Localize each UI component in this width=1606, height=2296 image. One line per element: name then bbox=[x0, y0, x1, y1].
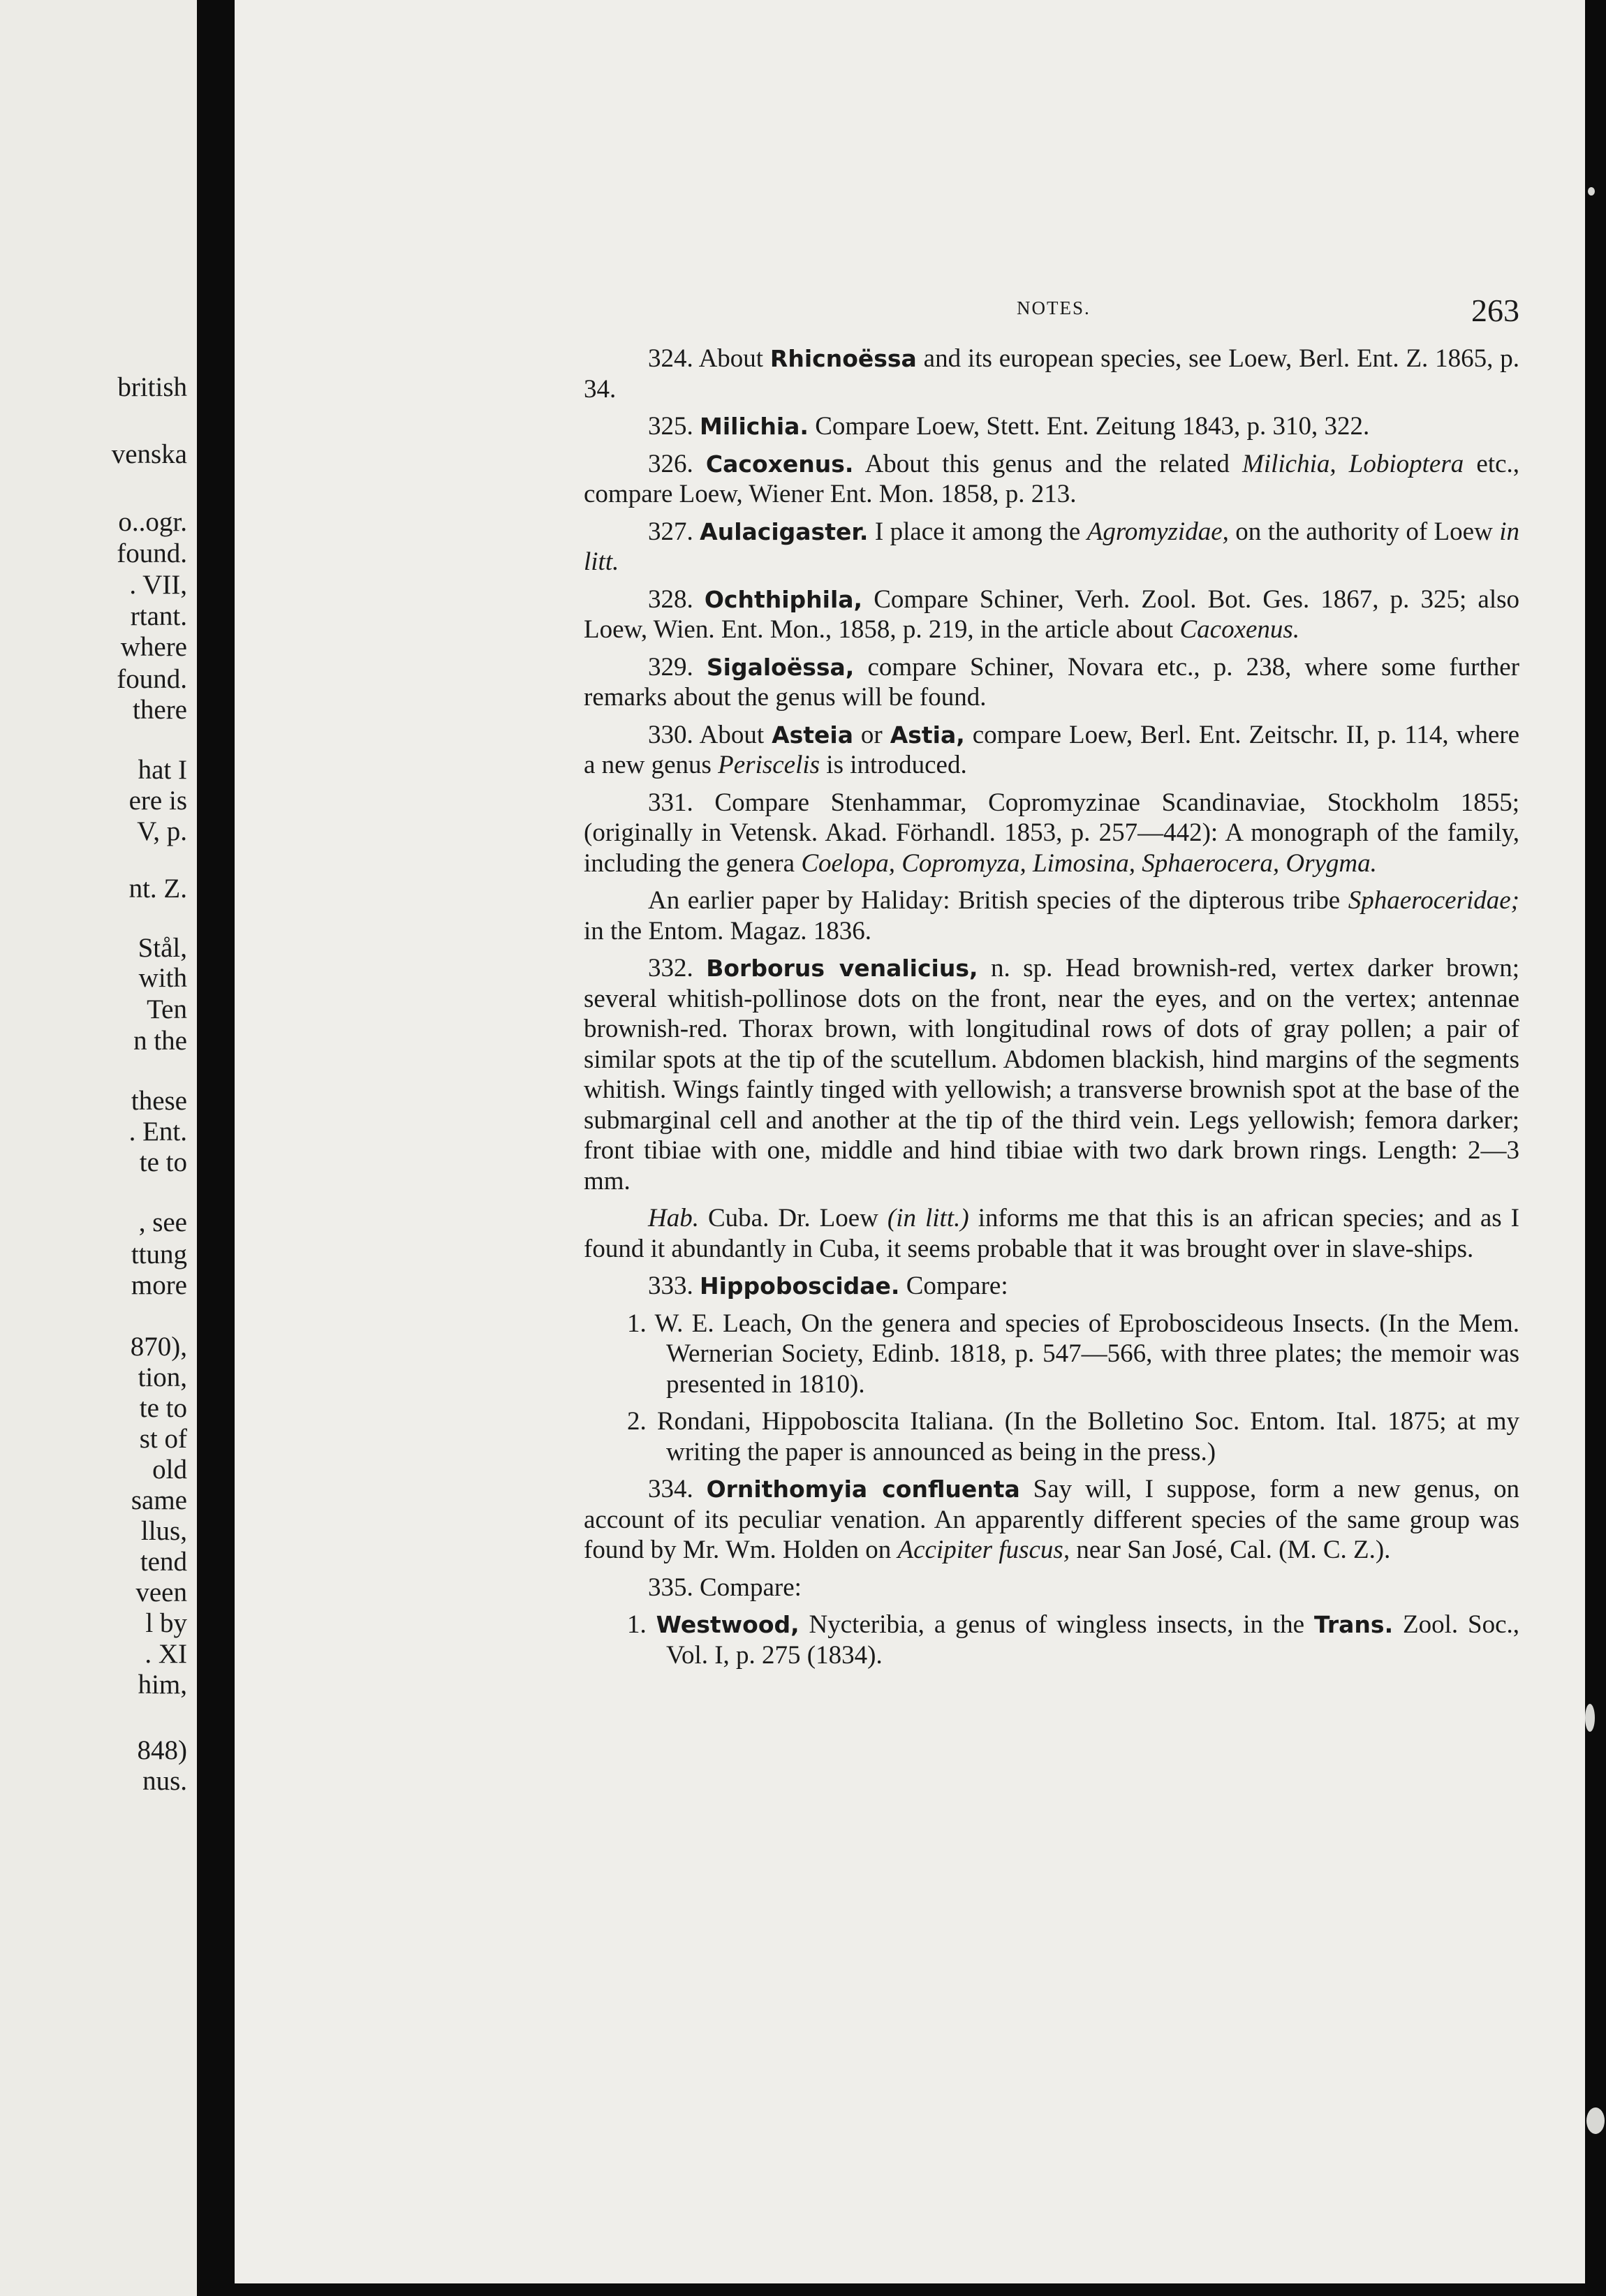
facing-page-text-fragment: . VII, bbox=[129, 570, 187, 600]
facing-page-text-fragment: ttung bbox=[131, 1239, 187, 1270]
note-325: 325. Milichia. Compare Loew, Stett. Ent. Zeitung 1843, p. 310, 322. bbox=[648, 412, 1370, 441]
facing-page-text-fragment: with bbox=[138, 963, 187, 993]
facing-page-text-fragment: l by bbox=[145, 1608, 187, 1638]
facing-page-text-fragment: ere is bbox=[128, 786, 187, 816]
facing-page-text-fragment: same bbox=[131, 1485, 187, 1515]
facing-page-text-fragment: Stål, bbox=[138, 933, 187, 963]
note-332-habitat: Hab. Cuba. Dr. Loew (in litt.) informs me that this is an african species; and as I found it abundantly in Cuba, it seems probable that it was brought over in slave-ships. bbox=[584, 1204, 1519, 1263]
facing-page-text-fragment: . XI bbox=[145, 1639, 187, 1669]
facing-page-text-fragment: veen bbox=[135, 1577, 187, 1607]
facing-page-text-fragment: nt. Z. bbox=[128, 874, 187, 904]
note-335: 335. Compare: bbox=[648, 1573, 802, 1602]
facing-page-text-fragment: st of bbox=[139, 1424, 187, 1454]
facing-page-text-fragment: nus. bbox=[142, 1766, 187, 1796]
note-333: 333. Hippoboscidae. Compare: bbox=[648, 1272, 1008, 1300]
facing-page-text-fragment: rtant. bbox=[130, 601, 187, 631]
page-header bbox=[584, 292, 1519, 334]
facing-page-text-fragment: there bbox=[133, 695, 187, 725]
facing-page-text-fragment: te to bbox=[139, 1147, 187, 1177]
facing-page-text-fragment: found. bbox=[117, 538, 187, 568]
note-328: 328. Ochthiphila, Compare Schiner, Verh. Zool. Bot. Ges. 1867, p. 325; also Loew, Wien. Ent. Mon., 1858, p. 219, in the article about Cacoxenus. bbox=[584, 584, 1520, 644]
note-326: 326. Cacoxenus. About this genus and the related Milichia, Lobioptera etc., compare Loew, Wiener Ent. Mon. 1858, p. 213. bbox=[584, 449, 1520, 508]
note-329: 329. Sigaloëssa, compare Schiner, Novara etc., p. 238, where some further remarks about the genus will be found. bbox=[584, 652, 1520, 712]
facing-page-text-fragment: 870), bbox=[130, 1332, 187, 1362]
note-327: 327. Aulacigaster. I place it among the Agromyzidae, on the authority of Loew in litt. bbox=[584, 517, 1519, 576]
facing-page-text-fragment: british bbox=[117, 372, 187, 402]
note-331-continuation: An earlier paper by Haliday: British species of the dipterous tribe Sphaeroceridae; in the Entom. Magaz. 1836. bbox=[584, 886, 1519, 945]
note-335-item-1: 1. Westwood, Nycteribia, a genus of wingless insects, in the Trans. Zool. Soc., Vol. I, p. 275 (1834). bbox=[627, 1610, 1520, 1670]
notes-body bbox=[584, 344, 1519, 1677]
facing-page-text-fragment: more bbox=[131, 1270, 187, 1300]
page-edge-shadow bbox=[1585, 0, 1606, 2296]
facing-page-text-fragment: hat I bbox=[138, 755, 187, 785]
running-head: NOTES. bbox=[1017, 297, 1091, 318]
note-333-item-2: 2. Rondani, Hippoboscita Italiana. (In the Bolletino Soc. Entom. Ital. 1875; at my writing the paper is announced as being in the press.) bbox=[627, 1407, 1519, 1466]
facing-page-text-fragment: found. bbox=[117, 664, 187, 694]
facing-page-text-fragment: . Ent. bbox=[128, 1117, 187, 1147]
note-331: 331. Compare Stenhammar, Copromyzinae Scandinaviae, Stockholm 1855; (originally in Vetensk. Akad. Förhandl. 1853, p. 257—442): A monograph of the family, including the genera Coelopa, Copromyza, Limosina, Sphaerocera, Orygma. bbox=[584, 788, 1519, 878]
facing-page-text-fragment: V, p. bbox=[137, 816, 187, 846]
facing-page-fragment bbox=[0, 0, 197, 2296]
facing-page-text-fragment: te to bbox=[139, 1393, 187, 1423]
note-334: 334. Ornithomyia confluenta Say will, I suppose, form a new genus, on account of its peculiar venation. An apparently different species of the same group was found by Mr. Wm. Holden on Accipiter fuscus, near San José, Cal. (M. C. Z.). bbox=[584, 1475, 1520, 1564]
note-332: 332. Borborus venalicius, n. sp. Head brownish-red, vertex darker brown; several whitish-pollinose dots on the front, near the eyes, and on the vertex; antennae brownish-red. Thorax brown, with longitudinal rows of dots of gray pollen; a pair of similar spots at the tip of the scutellum. Abdomen blackish, hind margins of the segments whitish. Wings faintly tinged with yellowish; a transverse brownish spot at the base of the submarginal cell and another at the tip of the third vein. Legs yellowish; femora darker; front tibiae with one, middle and hind tibiae with two dark brown rings. Length: 2—3 mm. bbox=[584, 954, 1519, 1195]
facing-page-text-fragment: , see bbox=[138, 1207, 187, 1237]
facing-page-text-fragment: llus, bbox=[140, 1516, 187, 1546]
note-330: 330. About Asteia or Astia, compare Loew, Berl. Ent. Zeitschr. II, p. 114, where a new genus Periscelis is introduced. bbox=[584, 720, 1519, 779]
facing-page-text-fragment: n the bbox=[133, 1026, 187, 1056]
note-324: 324. About Rhicnoëssa and its european species, see Loew, Berl. Ent. Z. 1865, p. 34. bbox=[584, 344, 1519, 404]
note-333-item-1: 1. W. E. Leach, On the genera and species of Eproboscideous Insects. (In the Mem. Wernerian Society, Edinb. 1818, p. 547—566, with three plates; the memoir was presented in 1810). bbox=[627, 1309, 1519, 1399]
facing-page-text-fragment: old bbox=[152, 1455, 187, 1485]
facing-page-text-fragment: Ten bbox=[147, 994, 187, 1024]
facing-page-text-fragment: these bbox=[131, 1086, 187, 1116]
page-number: 263 bbox=[1471, 293, 1519, 328]
facing-page-text-fragment: tion, bbox=[138, 1362, 187, 1392]
facing-page-text-fragment: venska bbox=[111, 439, 187, 469]
facing-page-text-fragment: him, bbox=[138, 1670, 187, 1700]
facing-page-text-fragment: o..ogr. bbox=[118, 507, 187, 537]
facing-page-text-fragment: where bbox=[120, 632, 187, 662]
facing-page-text-fragment: tend bbox=[140, 1547, 187, 1577]
facing-page-text-fragment: 848) bbox=[137, 1735, 187, 1765]
book-page bbox=[235, 0, 1585, 2283]
